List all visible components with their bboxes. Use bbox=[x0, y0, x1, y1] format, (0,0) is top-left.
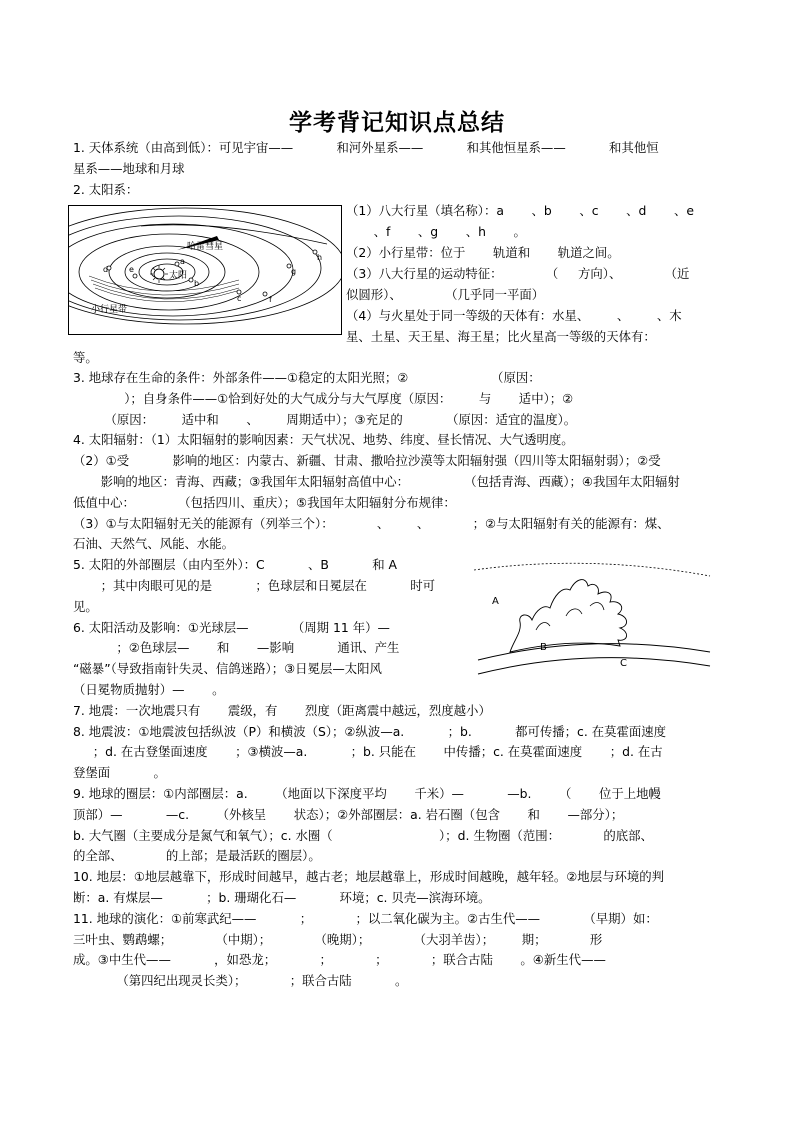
page-title: 学考背记知识点总结 bbox=[289, 110, 505, 136]
layer-label-a: A bbox=[492, 596, 499, 607]
solar-atmosphere-diagram bbox=[470, 556, 714, 682]
text-line: （2）小行星带：位于 轨道和 轨道之间。 bbox=[346, 245, 620, 260]
prominence bbox=[510, 580, 627, 652]
text-line: 影响的地区：青海、西藏；③我国年太阳辐射高值中心： （包括青海、西藏）；④我国年太阳辐射 bbox=[73, 474, 680, 489]
text-line: 10. 地层：①地层越靠下，形成时间越早，越古老；地层越靠上，形成时间越晚，越年轻。②地层与环境的判 bbox=[73, 869, 665, 884]
text-line: 、f 、g 、h 。 bbox=[346, 224, 526, 239]
text-line: 低值中心： （包括四川、重庆）；⑤我国年太阳辐射分布规律： bbox=[73, 495, 456, 510]
text-line: 5. 太阳的外部圈层（由内至外）：C 、B 和 A bbox=[73, 557, 398, 572]
text-line: 顶部）— —c. （外核呈 状态）；②外部圈层：a. 岩石圈（包含 和 —部分）； bbox=[73, 807, 624, 822]
corona-boundary bbox=[474, 563, 710, 576]
planet-label-c: c bbox=[237, 294, 242, 303]
text-line: b. 大气圈（主要成分是氮气和氧气）；c. 水圈（ ）；d. 生物圈（范围： 的底部、 bbox=[73, 828, 653, 843]
text-line: （1）八大行星（填名称）：a 、b 、c 、d 、e bbox=[346, 203, 694, 218]
layer-label-c: C bbox=[620, 658, 627, 669]
orbit bbox=[109, 246, 225, 298]
text-line: （3）①与太阳辐射无关的能源有（列举三个）： 、 、 ；②与太阳辐射有关的能源有：煤、 bbox=[73, 516, 670, 531]
planet-label-b: b bbox=[194, 279, 200, 288]
text-line: 等。 bbox=[73, 350, 98, 365]
sun-icon bbox=[154, 269, 164, 279]
asteroid-belt-label: 小行星带 bbox=[91, 305, 128, 315]
text-line: （3）八大行星的运动特征： （ 方向）、 （近 bbox=[346, 266, 690, 281]
text-line: 断：a. 有煤层— ；b. 珊瑚化石— 环境；c. 贝壳—滨海环境。 bbox=[73, 890, 491, 905]
text-line: 成。③中生代—— ，如恐龙； ； ； ；联合古陆 。④新生代—— bbox=[73, 952, 606, 967]
planet-label-e: e bbox=[129, 265, 134, 274]
text-line: 的全部、 的上部；是最活跃的圈层）。 bbox=[73, 848, 321, 863]
text-line: 11. 地球的演化：①前寒武纪—— ； ；以二氧化碳为主。②古生代—— （早期）如： bbox=[73, 911, 658, 926]
planet-label-a: a bbox=[180, 257, 185, 266]
planet-label-f: f bbox=[269, 295, 272, 304]
text-line: 似圆形）、 （几乎同一平面） bbox=[346, 287, 545, 302]
text-line: （日冕物质抛射）— 。 bbox=[73, 682, 225, 697]
text-line: 见。 bbox=[73, 599, 98, 614]
text-line: （原因： 适中和 、 周期适中）；③充足的 （原因：适宜的温度）。 bbox=[73, 412, 577, 427]
text-line: 2. 太阳系： bbox=[73, 182, 139, 197]
solar-system-svg bbox=[69, 206, 341, 334]
text-line: ；②色球层— 和 —影响 通讯、产生 bbox=[73, 640, 400, 655]
solar-atmosphere-svg bbox=[470, 556, 714, 682]
text-line: ；其中肉眼可见的是 ；色球层和日冕层在 时可 bbox=[73, 578, 436, 593]
planet-label-h: h bbox=[317, 253, 323, 262]
text-line: 石油、天然气、风能、水能。 bbox=[73, 536, 235, 551]
text-line: （2）①受 影响的地区：内蒙古、新疆、甘肃、撒哈拉沙漠等太阳辐射强（四川等太阳辐射弱）；②受 bbox=[73, 453, 661, 468]
text-line: ）；自身条件——①恰到好处的大气成分与大气厚度（原因： 与 适中）；② bbox=[73, 391, 574, 406]
text-line: 9. 地球的圈层：①内部圈层：a. （地面以下深度平均 千米）— —b. （ 位于上地幔 bbox=[73, 786, 661, 801]
text-line: 3. 地球存在生命的条件：外部条件——①稳定的太阳光照；② （原因： bbox=[73, 370, 541, 385]
comet-label: 哈雷彗星 bbox=[187, 242, 224, 252]
text-line: 7. 地震：一次地震只有 震级，有 烈度（距离震中越远，烈度越小） bbox=[73, 703, 491, 718]
photosphere-boundary bbox=[478, 658, 710, 674]
layer-label-b: B bbox=[540, 642, 547, 653]
text-line: “磁暴”（导致指南针失灵、信鸽迷路）；③日冕层—太阳风 bbox=[73, 661, 382, 676]
text-line: 星、土星、天王星、海王星；比火星高一等级的天体有： bbox=[346, 329, 656, 344]
sun-label: 太阳 bbox=[169, 271, 188, 281]
text-line: 星系——地球和月球 bbox=[73, 161, 185, 176]
text-line: （第四纪出现灵长类）； ；联合古陆 。 bbox=[73, 973, 408, 988]
text-line: 4. 太阳辐射：（1）太阳辐射的影响因素：天气状况、地势、纬度、昼长情况、大气透明度。 bbox=[73, 432, 574, 447]
text-line: ；d. 在古登堡面速度 ；③横波—a. ；b. 只能在 中传播；c. 在莫霍面速度 ；d. 在古 bbox=[73, 744, 663, 759]
text-line: 登堡面 。 bbox=[73, 765, 166, 780]
planet-label-g: g bbox=[291, 267, 297, 276]
text-line: 8. 地震波：①地震波包括纵波（P）和横波（S）；②纵波—a. ；b. 都可传播；c. 在莫霍面速度 bbox=[73, 724, 667, 739]
text-line: 三叶虫、鹦鹉螺； （中期）； （晚期）； （大羽羊齿）； 期； 形 bbox=[73, 932, 603, 947]
text-line: 6. 太阳活动及影响：①光球层— （周期 11 年）— bbox=[73, 620, 390, 635]
text-line: （4）与火星处于同一等级的天体有：水星、 、 、木 bbox=[346, 308, 682, 323]
solar-system-diagram bbox=[68, 205, 342, 335]
planet-label-d: d bbox=[103, 265, 109, 274]
text-line: 1. 天体系统（由高到低）：可见宇宙—— 和河外星系—— 和其他恒星系—— 和其他恒 bbox=[73, 140, 659, 155]
